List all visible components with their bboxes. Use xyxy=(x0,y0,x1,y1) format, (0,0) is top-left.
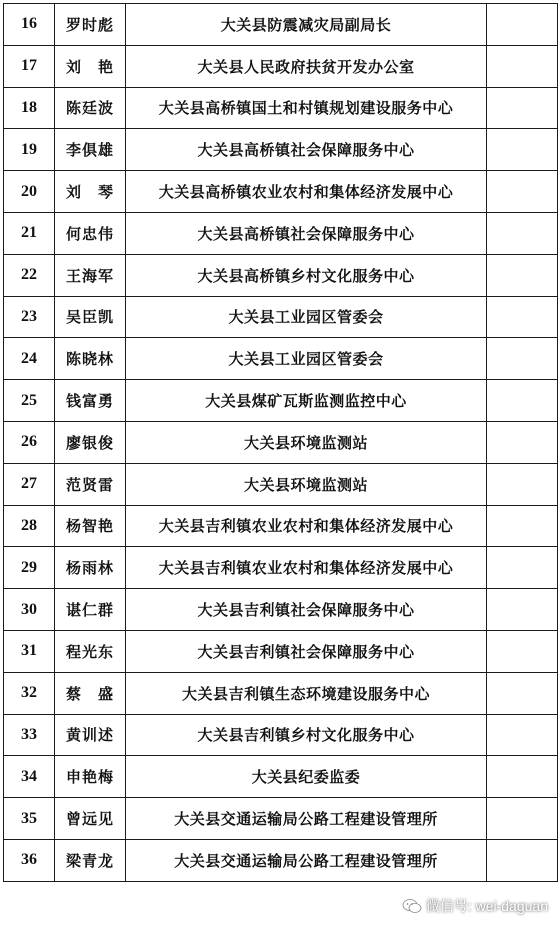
person-name: 曾远见 xyxy=(55,798,126,840)
table-row xyxy=(4,630,558,672)
note-cell xyxy=(487,839,558,881)
note-cell xyxy=(487,212,558,254)
work-unit: 大关县高桥镇国土和村镇规划建设服务中心 xyxy=(126,87,487,129)
person-name: 黄训述 xyxy=(55,714,126,756)
row-number: 33 xyxy=(4,714,55,756)
watermark-text: 微信号: wei-daguan xyxy=(425,898,548,914)
wechat-watermark xyxy=(400,896,550,916)
row-number: 22 xyxy=(4,254,55,296)
row-number: 26 xyxy=(4,421,55,463)
wechat-icon xyxy=(402,898,422,914)
work-unit: 大关县高桥镇社会保障服务中心 xyxy=(126,212,487,254)
table-row xyxy=(4,296,558,338)
person-name: 程光东 xyxy=(55,630,126,672)
person-name: 梁青龙 xyxy=(55,839,126,881)
table-row xyxy=(4,129,558,171)
work-unit: 大关县吉利镇社会保障服务中心 xyxy=(126,630,487,672)
row-number: 35 xyxy=(4,798,55,840)
work-unit: 大关县吉利镇乡村文化服务中心 xyxy=(126,714,487,756)
note-cell xyxy=(487,505,558,547)
work-unit: 大关县工业园区管委会 xyxy=(126,338,487,380)
person-name: 申艳梅 xyxy=(55,756,126,798)
row-number: 29 xyxy=(4,547,55,589)
table-row xyxy=(4,798,558,840)
table-row xyxy=(4,338,558,380)
note-cell xyxy=(487,421,558,463)
note-cell xyxy=(487,45,558,87)
table-row xyxy=(4,672,558,714)
note-cell xyxy=(487,129,558,171)
note-cell xyxy=(487,296,558,338)
person-name: 杨智艳 xyxy=(55,505,126,547)
row-number: 16 xyxy=(4,4,55,46)
row-number: 36 xyxy=(4,839,55,881)
table-row xyxy=(4,421,558,463)
work-unit: 大关县高桥镇社会保障服务中心 xyxy=(126,129,487,171)
row-number: 17 xyxy=(4,45,55,87)
row-number: 31 xyxy=(4,630,55,672)
row-number: 19 xyxy=(4,129,55,171)
row-number: 32 xyxy=(4,672,55,714)
work-unit: 大关县高桥镇农业农村和集体经济发展中心 xyxy=(126,171,487,213)
table-row xyxy=(4,756,558,798)
work-unit: 大关县吉利镇农业农村和集体经济发展中心 xyxy=(126,505,487,547)
work-unit: 大关县工业园区管委会 xyxy=(126,296,487,338)
note-cell xyxy=(487,171,558,213)
person-name: 范贤雷 xyxy=(55,463,126,505)
table-row xyxy=(4,87,558,129)
person-name: 刘 艳 xyxy=(55,45,126,87)
work-unit: 大关县煤矿瓦斯监测监控中心 xyxy=(126,380,487,422)
note-cell xyxy=(487,672,558,714)
work-unit: 大关县人民政府扶贫开发办公室 xyxy=(126,45,487,87)
note-cell xyxy=(487,4,558,46)
note-cell xyxy=(487,463,558,505)
row-number: 30 xyxy=(4,589,55,631)
work-unit: 大关县高桥镇乡村文化服务中心 xyxy=(126,254,487,296)
person-name: 钱富勇 xyxy=(55,380,126,422)
person-name: 吴臣凯 xyxy=(55,296,126,338)
row-number: 20 xyxy=(4,171,55,213)
note-cell xyxy=(487,254,558,296)
person-name: 杨雨林 xyxy=(55,547,126,589)
table-row xyxy=(4,45,558,87)
person-name: 刘 琴 xyxy=(55,171,126,213)
row-number: 28 xyxy=(4,505,55,547)
row-number: 23 xyxy=(4,296,55,338)
person-name: 陈晓林 xyxy=(55,338,126,380)
person-name: 何忠伟 xyxy=(55,212,126,254)
row-number: 34 xyxy=(4,756,55,798)
row-number: 24 xyxy=(4,338,55,380)
work-unit: 大关县防震减灾局副局长 xyxy=(126,4,487,46)
person-name: 陈廷波 xyxy=(55,87,126,129)
work-unit: 大关县吉利镇农业农村和集体经济发展中心 xyxy=(126,547,487,589)
roster-sheet xyxy=(3,3,557,882)
table-row xyxy=(4,212,558,254)
note-cell xyxy=(487,380,558,422)
note-cell xyxy=(487,338,558,380)
row-number: 25 xyxy=(4,380,55,422)
person-name: 谌仁群 xyxy=(55,589,126,631)
person-name: 廖银俊 xyxy=(55,421,126,463)
row-number: 21 xyxy=(4,212,55,254)
table-row xyxy=(4,714,558,756)
person-name: 罗时彪 xyxy=(55,4,126,46)
roster-table xyxy=(3,3,558,882)
work-unit: 大关县吉利镇生态环境建设服务中心 xyxy=(126,672,487,714)
table-row xyxy=(4,171,558,213)
work-unit: 大关县环境监测站 xyxy=(126,421,487,463)
work-unit: 大关县交通运输局公路工程建设管理所 xyxy=(126,798,487,840)
table-row xyxy=(4,589,558,631)
note-cell xyxy=(487,714,558,756)
table-row xyxy=(4,839,558,881)
note-cell xyxy=(487,547,558,589)
table-row xyxy=(4,4,558,46)
note-cell xyxy=(487,630,558,672)
person-name: 王海军 xyxy=(55,254,126,296)
table-row xyxy=(4,254,558,296)
person-name: 蔡 盛 xyxy=(55,672,126,714)
work-unit: 大关县吉利镇社会保障服务中心 xyxy=(126,589,487,631)
table-row xyxy=(4,463,558,505)
person-name: 李俱雄 xyxy=(55,129,126,171)
table-row xyxy=(4,547,558,589)
work-unit: 大关县交通运输局公路工程建设管理所 xyxy=(126,839,487,881)
table-row xyxy=(4,505,558,547)
note-cell xyxy=(487,87,558,129)
row-number: 27 xyxy=(4,463,55,505)
table-row xyxy=(4,380,558,422)
work-unit: 大关县纪委监委 xyxy=(126,756,487,798)
row-number: 18 xyxy=(4,87,55,129)
note-cell xyxy=(487,798,558,840)
note-cell xyxy=(487,756,558,798)
note-cell xyxy=(487,589,558,631)
work-unit: 大关县环境监测站 xyxy=(126,463,487,505)
